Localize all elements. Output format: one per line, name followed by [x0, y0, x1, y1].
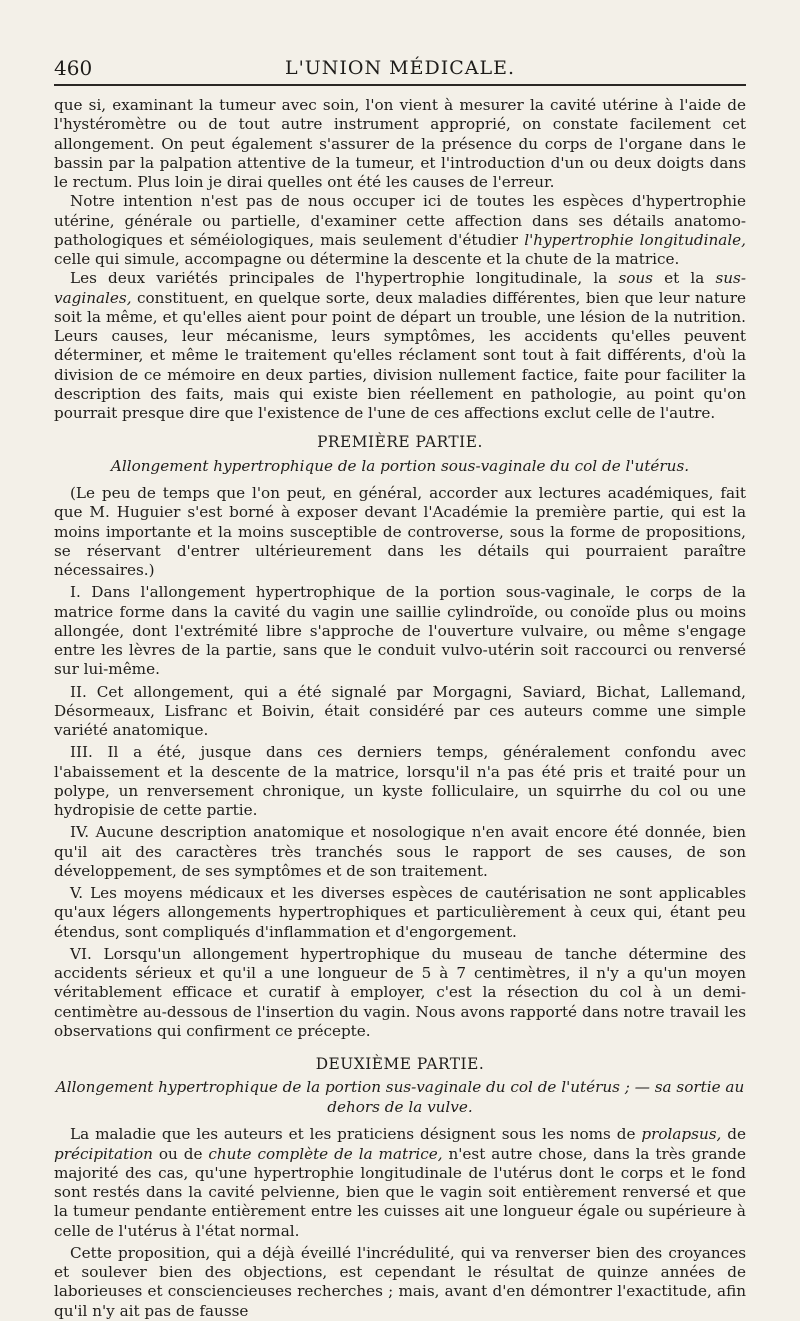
part-2-p1-emphasis-3: chute complète de la matrice,: [208, 1144, 443, 1163]
intro-p3-text-b: constituent, en quelque sorte, deux maladies différentes, bien que leur nature soit la même, et qu'elles aient pour point de départ un trouble, une lésion de la nutrition. Leurs causes, leur mécanisme, leurs symptômes, les accidents qu'elles peuvent déterminer, et même le traitement qu'elles réclament sont tout à fait différents, d'où la division de ce mémoire en deux parties, division nullement factice, faite pour faciliter la description des faits, mais qui existe bien réellement en pathologie, au point qu'on pourrait presque dire que l'existence de l'une de ces affections exclut celle de l'autre.: [54, 288, 746, 422]
part-1-heading: PREMIÈRE PARTIE.: [317, 433, 483, 452]
part-2-p1-text-a: La maladie que les auteurs et les praticiens désignent sous les noms de: [70, 1125, 642, 1144]
intro-p3-emphasis-1: sous: [618, 269, 653, 288]
part-2-subtitle-line-1: Allongement hypertrophique de la portion sus-vaginale du col de l'utérus ; — sa sortie au: [55, 1078, 745, 1097]
part-2-p1-text-b: n'est autre chose, dans la très grande majorité des cas, qu'une hypertrophie longitudinale de l'utérus dont le corps et le fond sont restés dans la cavité pelvienne, bien que le vagin soit entièrement renversé et que la tumeur pendante entièrement entre les cuisses ait une longueur égale ou supérieure à celle de l'utérus à l'état normal.: [54, 1144, 746, 1240]
intro-paragraph-1: que si, examinant la tumeur avec soin, l'on vient à mesurer la cavité utérine à l'aide de l'hystéromètre ou de tout autre instrument approprié, on constate facilement cet allongement. On peut également s'assurer de la présence du corps de l'organe dans le bassin par la palpation attentive de la tumeur, et l'introduction d'un ou deux doigts dans le rectum. Plus loin je dirai quelles ont été les causes de l'erreur.: [54, 96, 746, 191]
proposition-6: VI. Lorsqu'un allongement hypertrophique du museau de tanche détermine des accidents sérieux et qu'il a une longueur de 5 à 7 centimètres, il n'y a qu'un moyen véritablement efficace et curatif à employer, c'est la résection du col à un demi-centimètre au-dessous de l'insertion du vagin. Nous avons rapporté dans notre travail les observations qui confirment ce précepte.: [54, 944, 746, 1040]
proposition-1: I. Dans l'allongement hypertrophique de la portion sous-vaginale, le corps de la matrice forme dans la cavité du vagin une saillie cylindroïde, ou conoïde plus ou moins allongée, dont l'extrémité libre s'approche de l'ouverture vulvaire, ou même s'engage entre les lèvres de la partie, sans que le conduit vulvo-utérin soit raccourci ou renversé sur lui-même.: [54, 583, 746, 679]
part-2-p1-text-mid-1: de: [721, 1125, 746, 1144]
page-number: 460: [54, 56, 93, 80]
article-body: [54, 96, 746, 1321]
intro-p2-text-a: Notre intention n'est pas de nous occuper ici de toutes les espèces d'hypertrophie utérine, générale ou partielle, d'examiner cette affection dans ses détails anatomo-pathologiques et séméiologiques, mais seulement d'étudier: [54, 192, 746, 249]
proposition-2: II. Cet allongement, qui a été signalé par Morgagni, Saviard, Bichat, Lallemand, Désormeaux, Lisfranc et Boivin, était considéré par ces auteurs comme une simple variété anatomique.: [54, 682, 746, 739]
proposition-3: III. Il a été, jusque dans ces derniers temps, généralement confondu avec l'abaissement et la descente de la matrice, lorsqu'il n'a pas été pris et traité pour un polype, un renversement chronique, un kyste folliculaire, un squirrhe du col ou une hydropisie de cette partie.: [54, 743, 746, 819]
part-1-subtitle: Allongement hypertrophique de la portion sous-vaginale du col de l'utérus.: [110, 456, 690, 475]
part-2-paragraph-2: Cette proposition, qui a déjà éveillé l'incrédulité, qui va renverser bien des croyances et soulever bien des objections, est cependant le résultat de quinze années de laborieuses et consciencieuses recherches ; mais, avant d'en démontrer l'exactitude, afin qu'il n'y ait pas de fausse: [54, 1243, 746, 1320]
part-2-p1-emphasis-1: prolapsus,: [641, 1125, 722, 1144]
running-title: L'UNION MÉDICALE.: [284, 57, 516, 79]
part-2-subtitle-line-2: dehors de la vulve.: [327, 1097, 473, 1116]
intro-p3-text-a: Les deux variétés principales de l'hypertrophie longitudinale, la: [70, 269, 619, 288]
intro-p2-emphasis: l'hypertrophie longitudinale,: [524, 230, 746, 249]
intro-paragraph-2: [54, 192, 746, 269]
intro-p2-text-b: celle qui simule, accompagne ou détermine la descente et la chute de la matrice.: [54, 250, 680, 268]
proposition-4: IV. Aucune description anatomique et nosologique n'en avait encore été donnée, bien qu'il ait des caractères très tranchés sous le rapport de ses causes, de son développement, de ses symptômes et de son traitement.: [54, 823, 746, 880]
part-2-p1-emphasis-2: précipitation: [54, 1144, 153, 1163]
part-2-subtitle: [54, 1078, 746, 1117]
part-1-note: (Le peu de temps que l'on peut, en général, accorder aux lectures académiques, fait que M. Huguier s'est borné à exposer devant l'Académie la première partie, qui est la moins importante et la moins susceptible de controverse, sous la forme de propositions, se réservant d'entrer ultérieurement dans les détails qui pourraient paraître nécessaires.): [54, 484, 746, 579]
intro-p3-text-mid: et la: [652, 269, 716, 288]
proposition-5: V. Les moyens médicaux et les diverses espèces de cautérisation ne sont applicables qu'aux légers allongements hypertrophiques et particulièrement à ceux qui, étant peu étendus, sont compliqués d'inflammation et d'engorgement.: [54, 884, 746, 941]
intro-p3-emphasis-2: sus-vaginales,: [54, 269, 746, 307]
part-2-p1-text-mid-2: ou de: [152, 1144, 209, 1163]
part-2-paragraph-1: [54, 1125, 746, 1241]
intro-paragraph-3: [54, 269, 746, 423]
page-header: [54, 50, 746, 86]
part-2-heading: DEUXIÈME PARTIE.: [315, 1055, 485, 1073]
